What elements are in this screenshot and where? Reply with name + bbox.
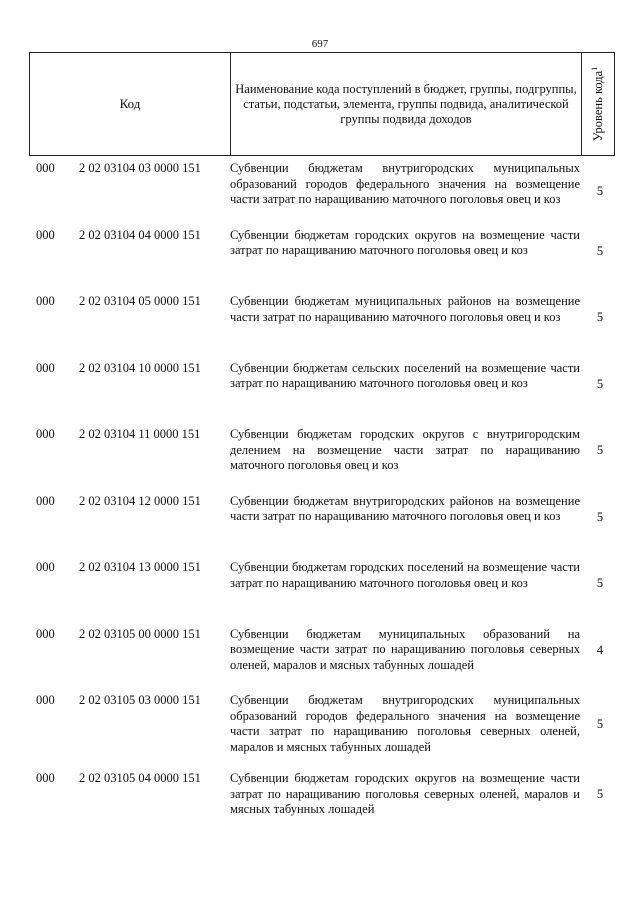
row-prefix: 000 — [36, 294, 55, 308]
row-code: 2 02 03104 04 0000 151 — [79, 227, 201, 242]
table-row — [29, 427, 611, 494]
row-code: 2 02 03104 12 0000 151 — [79, 493, 201, 508]
row-level: 5 — [596, 310, 604, 324]
row-prefix: 000 — [36, 227, 55, 242]
row-code: 2 02 03104 03 0000 151 — [79, 161, 201, 175]
row-name: Субвенции бюджетам городских округов на возмещение части затрат по наращиванию поголовья северных оленей, маралов и мясных табунных лошадей — [230, 771, 580, 816]
row-level: 5 — [596, 787, 604, 801]
row-code: 2 02 03105 03 0000 151 — [79, 693, 201, 707]
row-name: Субвенции бюджетам городских округов на возмещение части затрат по наращиванию маточного поголовья овец и коз — [230, 227, 580, 257]
row-name: Субвенции бюджетам городских поселений на возмещение части затрат по наращиванию маточного поголовья овец и коз — [230, 560, 580, 590]
row-prefix: 000 — [36, 360, 55, 375]
table-row — [29, 627, 611, 694]
row-level: 5 — [596, 243, 604, 258]
row-code: 2 02 03104 11 0000 151 — [79, 427, 201, 441]
table-row — [29, 294, 611, 361]
row-name: Субвенции бюджетам городских округов с внутригородским делением на возмещение части затрат по наращиванию маточного поголовья овец и коз — [230, 427, 580, 472]
table-row — [29, 228, 611, 295]
table-row — [29, 161, 611, 228]
page-number: 697 — [311, 38, 329, 50]
level-column-header — [582, 53, 615, 156]
row-level: 5 — [596, 376, 604, 391]
name-column-header: Наименование кода поступлений в бюджет, группы, подгруппы, статьи, подстатьи, элемента, группы подвида, аналитической группы подвида доходов — [231, 53, 582, 156]
row-name: Субвенции бюджетам муниципальных районов на возмещение части затрат по наращиванию маточного поголовья овец и коз — [230, 294, 580, 324]
row-name: Субвенции бюджетам сельских поселений на возмещение части затрат по наращиванию маточного поголовья овец и коз — [230, 360, 580, 390]
row-name: Субвенции бюджетам муниципальных образований на возмещение части затрат по наращиванию поголовья северных оленей, маралов и мясных табунных лошадей — [230, 626, 580, 672]
row-code: 2 02 03104 13 0000 151 — [79, 560, 201, 574]
row-code: 2 02 03105 04 0000 151 — [79, 771, 201, 785]
row-prefix: 000 — [36, 693, 55, 707]
row-code: 2 02 03104 05 0000 151 — [79, 294, 201, 308]
level-header-text — [590, 67, 606, 141]
table-row — [29, 693, 611, 771]
row-prefix: 000 — [36, 493, 55, 508]
table-row — [29, 361, 611, 428]
row-level: 5 — [596, 576, 604, 590]
table-row — [29, 560, 611, 627]
row-code: 2 02 03104 10 0000 151 — [79, 360, 201, 375]
code-column-header: Код — [30, 53, 231, 156]
table-header — [29, 52, 615, 156]
row-prefix: 000 — [36, 771, 55, 785]
row-code: 2 02 03105 00 0000 151 — [79, 626, 201, 641]
row-prefix: 000 — [36, 161, 55, 175]
row-prefix: 000 — [36, 626, 55, 641]
row-name: Субвенции бюджетам внутригородских муниципальных образований городов федерального значения на возмещение части затрат по наращиванию поголовья северных оленей, маралов и мясных табунных лошадей — [230, 693, 580, 754]
level-header-label: Уровень кода — [591, 70, 606, 142]
row-level: 5 — [596, 509, 604, 524]
row-level: 5 — [596, 443, 604, 457]
row-name: Субвенции бюджетам внутригородских муниципальных образований городов федерального значения на возмещение части затрат по наращиванию маточного поголовья овец и коз — [230, 161, 580, 206]
row-prefix: 000 — [36, 560, 55, 574]
table-body — [29, 161, 611, 838]
row-name: Субвенции бюджетам внутригородских районов на возмещение части затрат по наращиванию маточного поголовья овец и коз — [230, 493, 580, 523]
row-level: 5 — [596, 717, 604, 731]
table-row — [29, 771, 611, 838]
table-row — [29, 494, 611, 561]
level-footnote-mark: 1 — [589, 66, 599, 71]
row-level: 4 — [596, 642, 604, 657]
row-level: 5 — [596, 184, 604, 198]
row-prefix: 000 — [36, 427, 55, 441]
